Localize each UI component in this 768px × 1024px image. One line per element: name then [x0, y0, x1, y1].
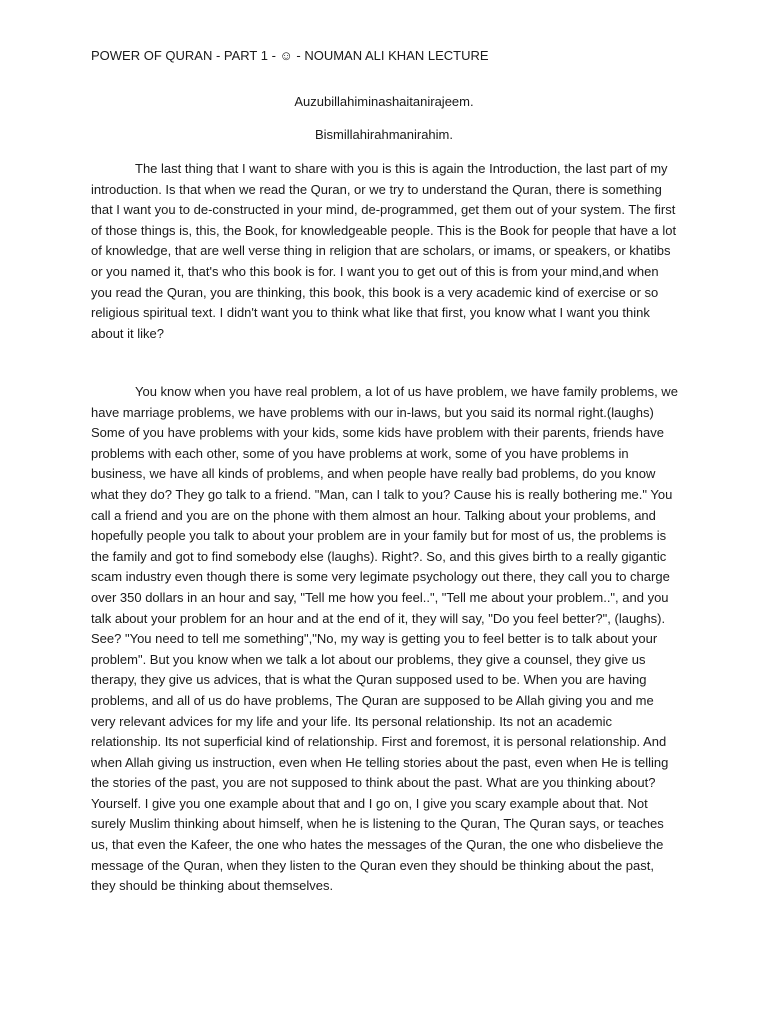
document-title: POWER OF QURAN - PART 1 - ☺ - NOUMAN ALI KHAN LECTURE: [91, 48, 489, 63]
opening-invocation: Auzubillahiminashaitanirajeem.: [294, 94, 474, 109]
paragraph-problems: You know when you have real problem, a lot of us have problem, we have family problems, we have marriage problems, we have problems with our in-laws, but you said its normal right.(laughs) Some of you have problems with your kids, some kids have problem with their parents, friends have problems with each other, some of you have problems at work, some of you have problems in business, we have all kinds of problems, and when people have really bad problems, do you know what they do? They go talk to a friend. "Man, can I talk to you? Cause his is really bothering me." You call a friend and you are on the phone with them almost an hour. Talking about your problems, and hopefully people you talk to about your problem are in your family but for most of us, the problems is the family and got to find somebody else (laughs). Right?. So, and this gives birth to a really gigantic scam industry even though there is some very legimate psychology out there, they call you to charge over 350 dollars in an hour and say, "Tell me how you feel..", "Tell me about your problem..", and you talk about your problem for an hour and at the end of it, they will say, "Do you feel better?", (laughs). See? "You need to tell me something","No, my way is getting you to feel better is to talk about your problem". But you know when we talk a lot about our problems, they give a counsel, they give us therapy, they give us advices, that is what the Quran supposed used to be. When you are having problems, and all of us do have problems, The Quran are supposed to be Allah giving you and me very relevant advices for my life and your life. Its personal relationship. Its not an academic relationship. Its not superficial kind of relationship. First and foremost, it is personal relationship. And when Allah giving us instruction, even when He telling stories about the past, even when He is telling the stories of the past, you are not supposed to think about the past. What are you thinking about? Yourself. I give you one example about that and I go on, I give you scary example about that. Not surely Muslim thinking about himself, when he is listening to the Quran, The Quran says, or teaches us, that even the Kafeer, the one who hates the messages of the Quran, the one who disbelieve the message of the Quran, when they listen to the Quran even they should be thinking about the past, they should be thinking about themselves.: [91, 384, 678, 894]
paragraph-introduction: The last thing that I want to share with you is this is again the Introduction, the last part of my introduction. Is that when we read the Quran, or we try to understand the Quran, there is something that I want you to de-constructed in your mind, de-programmed, get them out of your system. The first of those things is, this, the Book, for knowledgeable people. This is the Book for people that have a lot of knowledge, that are well verse thing in religion that are scholars, or imams, or speakers, or khatibs or you named it, that's who this book is for. I want you to get out of this is from your mind,and when you read the Quran, you are thinking, this book, this book is a very academic kind of exercise or so religious spiritual text. I didn't want you to think what like that first, you know what I want you think about it like?: [91, 161, 677, 341]
opening-basmala: Bismillahirahmanirahim.: [315, 127, 453, 142]
